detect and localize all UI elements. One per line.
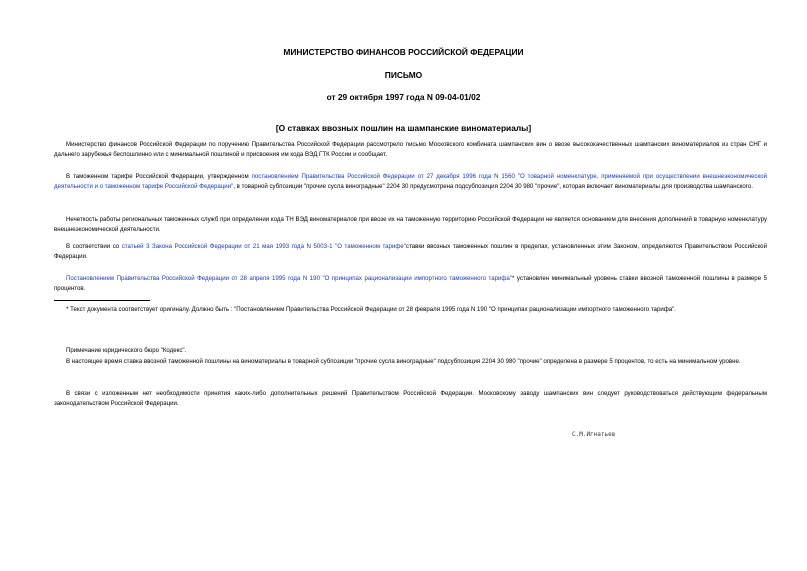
- paragraph-4-text-b: ставки ввозных таможенных пошлин в пределах, установленных этим Законом, определяются Правительством Российской Федерации.: [54, 243, 767, 260]
- ministry-title: МИНИСТЕРСТВО ФИНАНСОВ РОССИЙСКОЙ ФЕДЕРАЦИИ: [283, 47, 524, 57]
- paragraph-1: Министерство финансов Российской Федерации по поручению Правительства Российской Федерации рассмотрело письмо Московского комбината шампанских вин о ввозе высококачественных шампанских виноматериалов из стран СНГ и дальнего зарубежья беспошлинно или с минимальной пошлиной и присвоения им кода ВЭД ГТК России и сообщает.: [54, 141, 767, 158]
- doc-type-title: ПИСЬМО: [384, 70, 423, 80]
- link-postanovlenie-190[interactable]: Постановлением Правительства Российской Федерации от 28 апреля 1995 года N 190 "О принципах рационализации импортного таможенного тарифа": [66, 275, 512, 282]
- paragraph-5-text-b: * установлен минимальный уровень ставки ввозной таможенной пошлины в размере 5 процентов.: [54, 275, 767, 292]
- paragraph-2-text-a: В таможенном тарифе Российской Федерации, утвержденном: [66, 173, 252, 180]
- paragraph-4-text-a: В соответствии со: [66, 243, 122, 250]
- paragraph-3: Нечеткость работы региональных таможенных служб при определении кода ТН ВЭД виноматериалов при ввозе их на таможенную территорию Российской Федерации не является основанием для внесения дополнений в товарную номенклатуру внешнеэкономической деятельности.: [54, 216, 767, 233]
- paragraph-5: [54, 274, 767, 294]
- link-postanovlenie-1560[interactable]: постановлением Правительства Российской Федерации от 27 декабря 1996 года N 1560 "О товарной номенклатуре, применяемой при осуществлении внешнеэкономической деятельности и о таможенном тарифе Российской Федерации": [54, 173, 767, 190]
- footnote: * Текст документа соответствует оригиналу. Должно быть : "Постановлением Правительства Российской Федерации от 28 февраля 1995 года N 190 "О принципах рационализации импортного таможенного тарифа".: [66, 306, 677, 313]
- paragraph-2-text-b: , в товарной субпозиции "прочие сусла виноградные" 2204 30 предусмотрена подсубпозиция 2204 30 980 "прочие", которая включает виноматериалы для производства шампанского.: [233, 183, 753, 190]
- paragraph-6: В настоящее время ставка ввозной таможенной пошлины на виноматериалы в товарной субпозиции "прочие сусла виноградные" подсубпозиция 2204 30 980 "прочие" определена в размере 5 процентов, то есть на минимальном уровне.: [66, 358, 741, 365]
- footnote-divider: [54, 300, 150, 301]
- editor-note: Примечание юридического бюро "Кодекс".: [66, 347, 187, 354]
- signature: С.М.Игнатьев: [572, 431, 616, 438]
- doc-date-number: от 29 октября 1997 года N 09-04-01/02: [326, 92, 481, 102]
- link-zakon-5003-1[interactable]: статьей 3 Закона Российской Федерации от 21 мая 1993 года N 5003-1 "О таможенном тарифе": [121, 243, 406, 250]
- doc-subject: [О ставках ввозных пошлин на шампанские виноматериалы]: [275, 123, 532, 133]
- paragraph-2: [54, 172, 767, 192]
- paragraph-4: [54, 242, 767, 262]
- paragraph-7: В связи с изложенным нет необходимости принятия каких-либо дополнительных решений Правительством Российской Федерации. Московскому заводу шампанских вин следует руководствоваться действующим федеральным законодательством Российской Федерации.: [54, 390, 767, 407]
